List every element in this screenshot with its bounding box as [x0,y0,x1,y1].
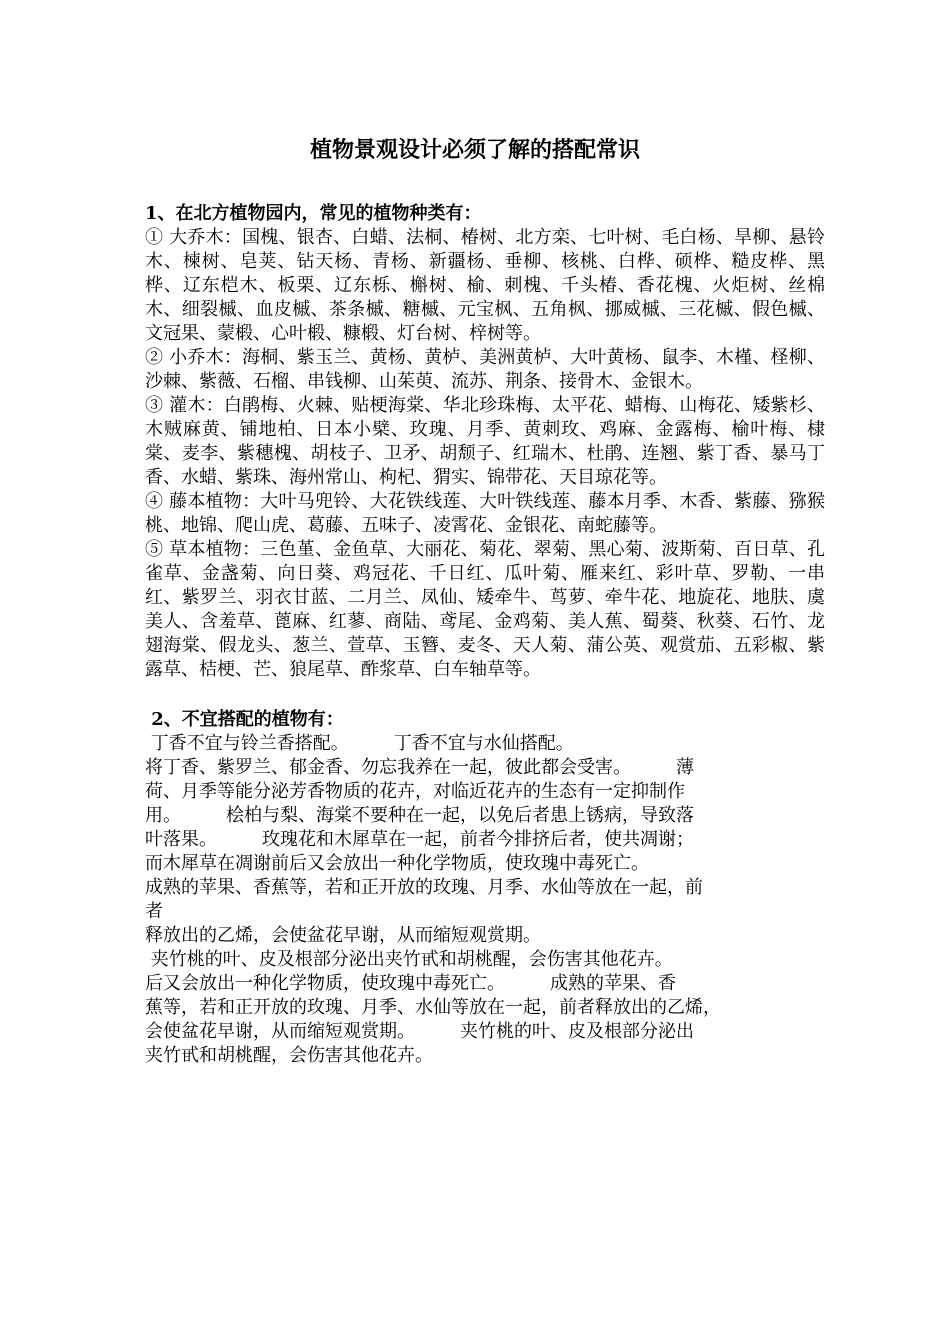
text-line: 释放出的乙烯，会使盆花早谢，从而缩短观赏期。 [145,925,541,946]
text-line: 夹竹甙和胡桃醒，会伤害其他花卉。 [145,1045,433,1066]
text-line: 夹竹桃的叶、皮及根部分泌出夹竹甙和胡桃醒，会伤害其他花卉。 [145,949,673,970]
document-body [145,202,825,1068]
document-title: 植物景观设计必须了解的搭配常识 [309,137,640,163]
section-1-heading: 1、在北方植物园内，常见的植物种类有： [145,203,482,224]
text-line: 将丁香、紫罗兰、郁金香、勿忘我养在一起，彼此都会受害。 薄 [145,757,694,778]
section-gap [145,682,825,708]
paragraph-large-trees: ① 大乔木：国槐、银杏、白蜡、法桐、椿树、北方栾、七叶树、毛白杨、旱柳、悬铃木、楝树、皂荚、钻天杨、青杨、新疆杨、垂柳、核桃、白桦、硕桦、糙皮桦、黑桦、辽东桤木、板栗、辽东栎、槲树、榆、刺槐、千头椿、香花槐、火炬树、丝棉木、细裂槭、血皮槭、茶条槭、糖槭、元宝枫、五角枫、挪威槭、三花槭、假色槭、文冠果、蒙椴、心叶椴、糠椴、灯台树、梓树等。 [145,227,825,344]
paragraph-vines: ④ 藤本植物：大叶马兜铃、大花铁线莲、大叶铁线莲、藤本月季、木香、紫藤、猕猴桃、地锦、爬山虎、葛藤、五味子、凌霄花、金银花、南蛇藤等。 [145,491,825,536]
section-2-heading: 2、不宜搭配的植物有： [145,709,344,730]
text-line: 丁香不宜与铃兰香搭配。 丁香不宜与水仙搭配。 [145,733,574,754]
text-line: 成熟的苹果、香蕉等，若和正开放的玫瑰、月季、水仙等放在一起，前 [145,877,703,898]
text-line: 会使盆花早谢，从而缩短观赏期。 夹竹桃的叶、皮及根部分泌出 [145,1021,694,1042]
text-line: 后又会放出一种化学物质，使玫瑰中毒死亡。 成熟的苹果、香 [145,973,676,994]
text-line: 用。 桧柏与梨、海棠不要种在一起，以免后者患上锈病，导致落 [145,805,694,826]
paragraph-herbs: ⑤ 草本植物：三色堇、金鱼草、大丽花、菊花、翠菊、黑心菊、波斯菊、百日草、孔雀草、金盏菊、向日葵、鸡冠花、千日红、瓜叶菊、雁来红、彩叶草、罗勒、一串红、紫罗兰、羽衣甘蓝、二月兰、凤仙、矮牵牛、茑萝、牵牛花、地旋花、地肤、虞美人、含羞草、蓖麻、红蓼、商陆、鸢尾、金鸡菊、美人蕉、蜀葵、秋葵、石竹、龙翅海棠、假龙头、葱兰、萱草、玉簪、麦冬、天人菊、蒲公英、观赏茄、五彩椒、紫露草、桔梗、芒、狼尾草、酢浆草、白车轴草等。 [145,539,825,680]
paragraph-shrubs: ③ 灌木：白鹃梅、火棘、贴梗海棠、华北珍珠梅、太平花、蜡梅、山梅花、矮紫杉、木贼麻黄、铺地柏、日本小檗、玫瑰、月季、黄刺玫、鸡麻、金露梅、榆叶梅、棣棠、麦李、紫穗槐、胡枝子、卫矛、胡颓子、红瑞木、杜鹃、连翘、紫丁香、暴马丁香、水蜡、紫珠、海州常山、枸杞、猬实、锦带花、天目琼花等。 [145,395,825,488]
text-line: 荷、月季等能分泌芳香物质的花卉，对临近花卉的生态有一定抑制作 [145,781,685,802]
text-line: 叶落果。 玫瑰花和木犀草在一起，前者今排挤后者，使共凋谢； [145,829,694,850]
text-line: 蕉等，若和正开放的玫瑰、月季、水仙等放在一起，前者释放出的乙烯， [145,997,721,1018]
text-line: 者 [145,901,163,922]
paragraph-small-trees: ② 小乔木：海桐、紫玉兰、黄杨、黄栌、美洲黄栌、大叶黄杨、鼠李、木槿、柽柳、沙棘、紫薇、石榴、串钱柳、山茱萸、流苏、荆条、接骨木、金银木。 [145,347,825,392]
text-line: 而木犀草在凋谢前后又会放出一种化学物质，使玫瑰中毒死亡。 [145,853,649,874]
